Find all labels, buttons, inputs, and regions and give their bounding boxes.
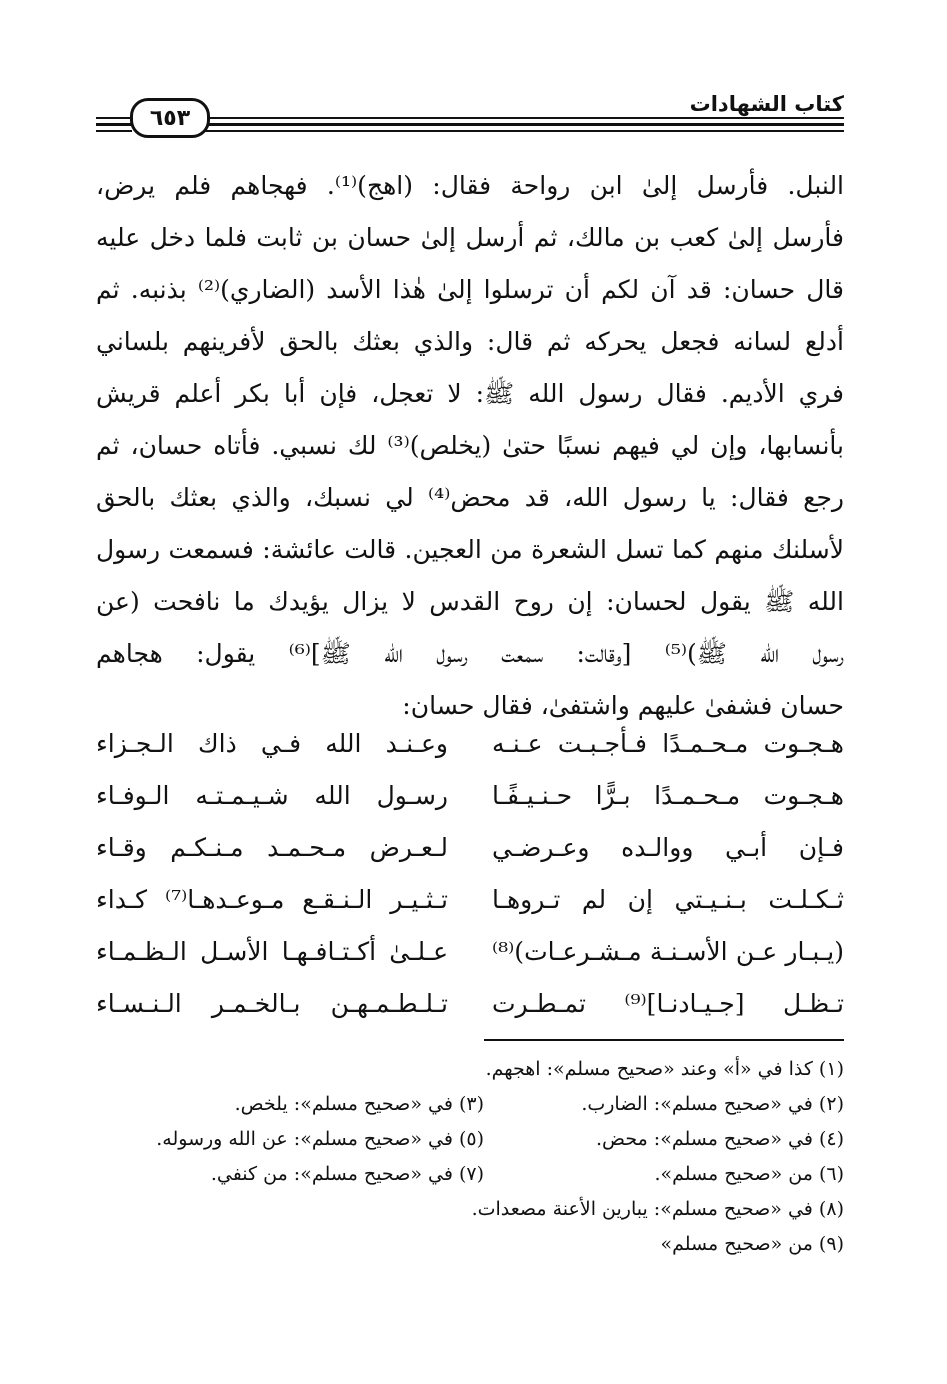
hemistich-left: تـلـطـمـهـن بـالخـمـر الـنـسـاء [96, 989, 448, 1018]
footnote-row [96, 1122, 844, 1157]
poem-verse [96, 978, 844, 1030]
hemistich-right: هـجـوت مـحـمـدًا بـرًّا حـنـيـفًـا [492, 781, 844, 810]
footnote-8: (٨) في «صحيح مسلم»: يبارين الأعنة مصعدات. [471, 1198, 844, 1220]
header-rule [200, 123, 844, 126]
hemistich-left: رسـول الله شـيـمـتـه الـوفـاء [96, 781, 448, 810]
footnote-7: (٧) في «صحيح مسلم»: من كنفي. [210, 1163, 484, 1185]
hemistich-right: تـظـل [جـيـادنـا]⁽⁹⁾ تمـطـرت [492, 989, 845, 1018]
footnote-2: (٢) في «صحيح مسلم»: الضارب. [581, 1093, 844, 1115]
footnote-row [96, 1192, 844, 1227]
text-line: أدلع لسانه فجعل يحركه ثم قال: والذي بعثك بالحق لأفرينهم بلساني [96, 327, 844, 356]
header-rule [96, 130, 132, 132]
header-rule [96, 117, 132, 119]
text-line: بأنسابها، وإن لي فيهم نسبًا حتىٰ (يخلص)⁽³⁾ لك نسبي. فأتاه حسان، ثم [96, 431, 844, 460]
text-line: النبل. فأرسل إلىٰ ابن رواحة فقال: (اهج)⁽¹⁾. فهجاهم فلم يرض، [96, 171, 845, 200]
hemistich-right: هـجـوت مـحـمـدًا فـأجـبـت عـنـه [492, 729, 844, 758]
footnote-separator [484, 1039, 844, 1041]
page-number-text: ٦٥٣ [149, 105, 191, 131]
book-title: كتاب الشهادات [689, 92, 844, 116]
header-rule [200, 130, 844, 132]
footnote-3: (٣) في «صحيح مسلم»: يلخص. [234, 1093, 484, 1115]
text-line: رجع فقال: يا رسول الله، قد محض⁽⁴⁾ لي نسبك، والذي بعثك بالحق [96, 483, 844, 512]
page-number [130, 98, 210, 138]
footnotes [96, 1052, 844, 1262]
body-text [96, 160, 844, 732]
text-line: الله ﷺ يقول لحسان: إن روح القدس لا يزال يؤيدك ما نافحت (عن [96, 587, 844, 616]
footnote-6: (٦) من «صحيح مسلم». [654, 1163, 844, 1185]
text-line: فأرسل إلىٰ كعب بن مالك، ثم أرسل إلىٰ حسان بن ثابت فلما دخل عليه [96, 223, 844, 252]
hemistich-left: لـعـرض مـحـمـد مـنـكـم وقـاء [96, 833, 448, 862]
hemistich-right: (يـبـار عـن الأسـنـة مـشـرعـات)⁽⁸⁾ [492, 937, 844, 966]
poem [96, 718, 844, 1030]
footnote-row [96, 1227, 844, 1262]
page-header [96, 90, 844, 140]
footnote-9: (٩) من «صحيح مسلم» [660, 1233, 844, 1255]
hemistich-right: فـإن أبـي ووالـده وعـرضـي [492, 833, 844, 862]
poem-verse [96, 770, 844, 822]
hemistich-left: عـلـىٰ أكـتـافـهـا الأسـل الـظـمـاء [96, 937, 448, 966]
footnote-row [96, 1052, 844, 1087]
text-line: قال حسان: قد آن لكم أن ترسلوا إلىٰ هٰذا الأسد (الضاري)⁽²⁾ بذنبه. ثم [96, 275, 845, 304]
poem-verse [96, 874, 844, 926]
hemistich-left: تـثـيـر الـنـقـع مـوعـدهـا⁽⁷⁾ كـداء [96, 885, 449, 914]
text-line: حسان فشفىٰ عليهم واشتفىٰ، فقال حسان: [402, 691, 844, 720]
text-line: رسول الله ﷺ)⁽⁵⁾ [وقالت: سمعت رسول الله ﷺ]⁽⁶⁾ يقول: هجاهم [96, 639, 844, 668]
hemistich-left: وعـنـد الله فـي ذاك الـجـزاء [96, 729, 448, 758]
text-line: فري الأديم. فقال رسول الله ﷺ: لا تعجل، فإن أبا بكر أعلم قريش [96, 379, 844, 408]
header-rule [200, 117, 844, 119]
poem-verse [96, 926, 844, 978]
header-rule [96, 123, 132, 126]
poem-verse [96, 822, 844, 874]
poem-verse [96, 718, 844, 770]
text-line: لأسلنك منهم كما تسل الشعرة من العجين. قالت عائشة: فسمعت رسول [96, 535, 844, 564]
footnote-4: (٤) في «صحيح مسلم»: محض. [596, 1128, 844, 1150]
footnote-row [96, 1157, 844, 1192]
footnote-row [96, 1087, 844, 1122]
footnote-1: (١) كذا في «أ» وعند «صحيح مسلم»: اهجهم. [485, 1058, 844, 1080]
footnote-5: (٥) في «صحيح مسلم»: عن الله ورسوله. [156, 1128, 484, 1150]
hemistich-right: ثـكـلـت بـنـيـتي إن لم تـروهـا [492, 885, 844, 914]
